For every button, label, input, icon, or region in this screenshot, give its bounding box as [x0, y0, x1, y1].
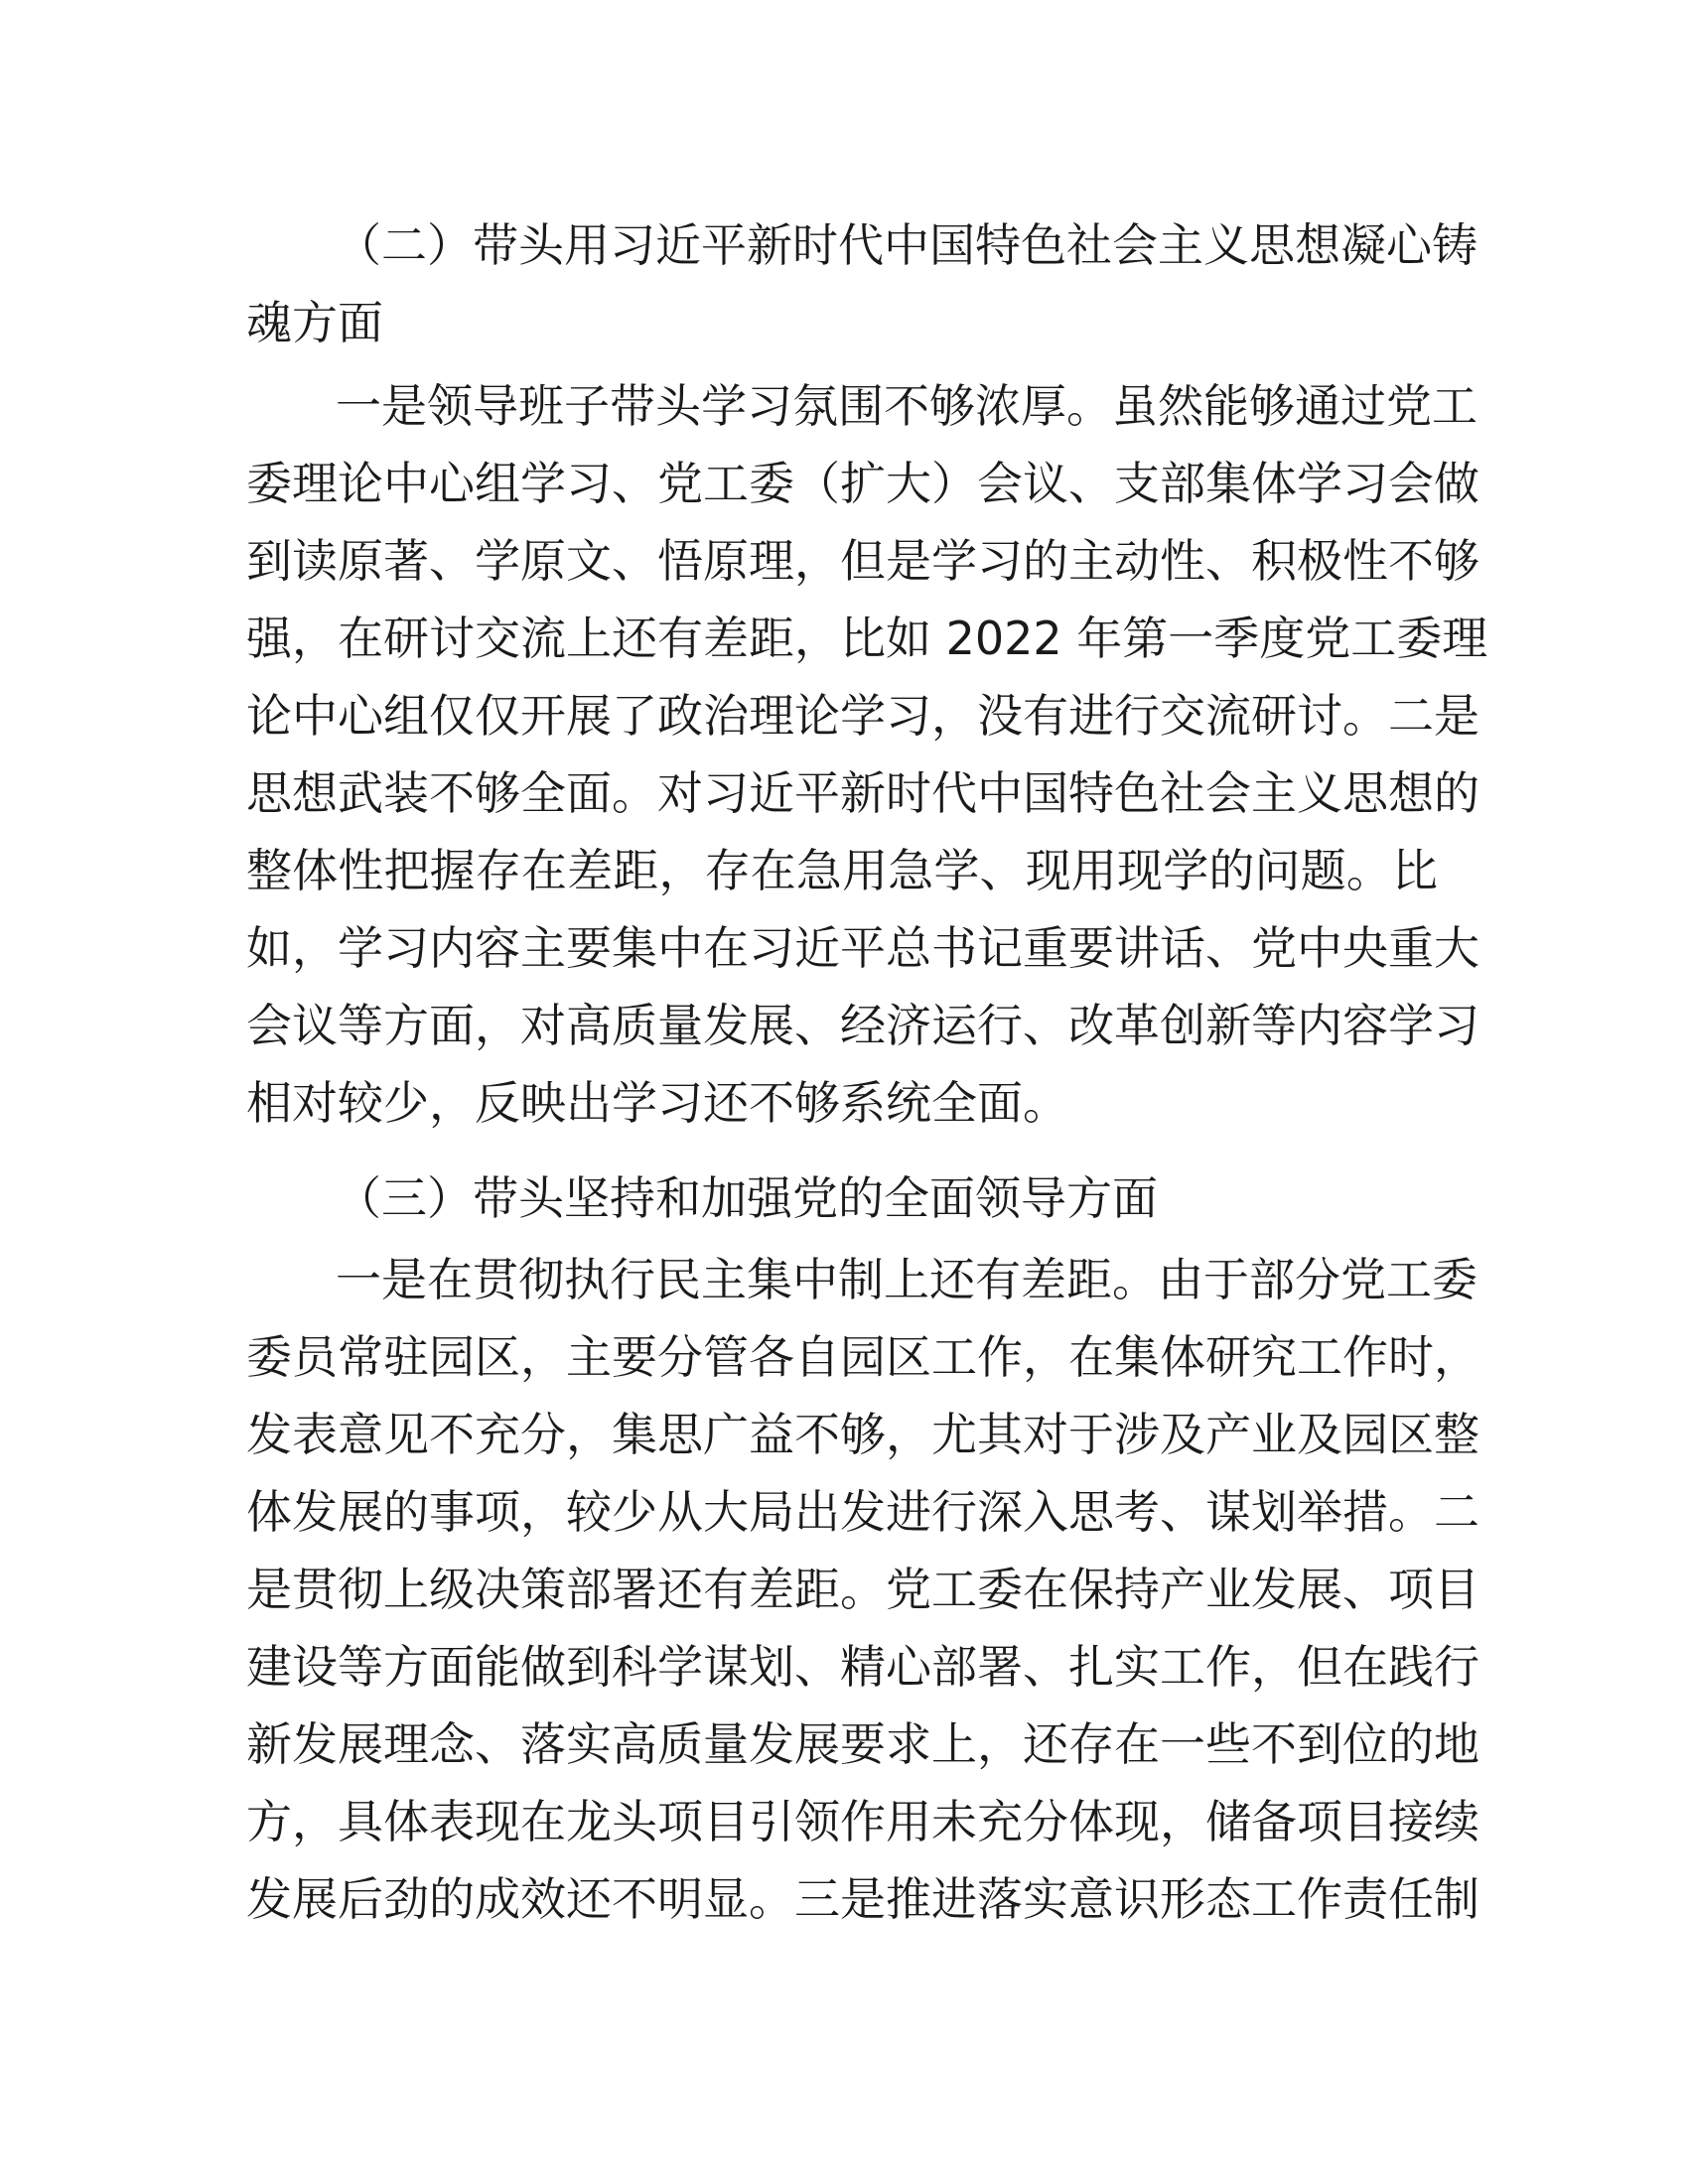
- paragraph-line: 强，在研讨交流上还有差距，比如 2022 年第一季度党工委理: [246, 612, 1488, 665]
- paragraph-line: 发展后劲的成效还不明显。三是推进落实意识形态工作责任制: [246, 1872, 1479, 1926]
- paragraph-line: 论中心组仅仅开展了政治理论学习，没有进行交流研讨。二是: [246, 689, 1479, 743]
- section-2-heading: [246, 206, 1477, 361]
- section-3-heading: [246, 1160, 1438, 1237]
- paragraph-line: 到读原著、学原文、悟原理，但是学习的主动性、积极性不够: [246, 534, 1479, 588]
- paragraph-line: 如，学习内容主要集中在习近平总书记重要讲话、党中央重大: [246, 921, 1479, 975]
- paragraph-line: 思想武装不够全面。对习近平新时代中国特色社会主义思想的: [246, 766, 1479, 820]
- paragraph-line: 委理论中心组学习、党工委（扩大）会议、支部集体学习会做: [246, 457, 1479, 510]
- paragraph-line: 发表意见不充分，集思广益不够，尤其对于涉及产业及园区整: [246, 1408, 1479, 1461]
- paragraph-line: 相对较少，反映出学习还不够系统全面。: [246, 1076, 1068, 1130]
- paragraph-line: 方，具体表现在龙头项目引领作用未充分体现，储备项目接续: [246, 1795, 1479, 1848]
- heading-line: （二）带头用习近平新时代中国特色社会主义思想凝心铸: [336, 218, 1477, 272]
- paragraph-line: 委员常驻园区，主要分管各自园区工作，在集体研究工作时，: [246, 1330, 1479, 1384]
- paragraph-line: 一是领导班子带头学习氛围不够浓厚。虽然能够通过党工: [336, 379, 1477, 433]
- paragraph-line: 建设等方面能做到科学谋划、精心部署、扎实工作，但在践行: [246, 1640, 1479, 1694]
- paragraph-line: 整体性把握存在差距，存在急用急学、现用现学的问题。比: [246, 844, 1438, 897]
- paragraph-line: 是贯彻上级决策部署还有差距。党工委在保持产业发展、项目: [246, 1563, 1479, 1616]
- paragraph-line: 会议等方面，对高质量发展、经济运行、改革创新等内容学习: [246, 999, 1479, 1052]
- paragraph-line: 一是在贯彻执行民主集中制上还有差距。由于部分党工委: [336, 1253, 1477, 1306]
- section-3-paragraph: [246, 1241, 1479, 1938]
- paragraph-line: 体发展的事项，较少从大局出发进行深入思考、谋划举措。二: [246, 1485, 1479, 1539]
- paragraph-line: 新发展理念、落实高质量发展要求上，还存在一些不到位的地: [246, 1717, 1479, 1771]
- heading-line: （三）带头坚持和加强党的全面领导方面: [336, 1171, 1158, 1225]
- section-2-paragraph: [246, 367, 1488, 1142]
- heading-line: 魂方面: [246, 296, 383, 349]
